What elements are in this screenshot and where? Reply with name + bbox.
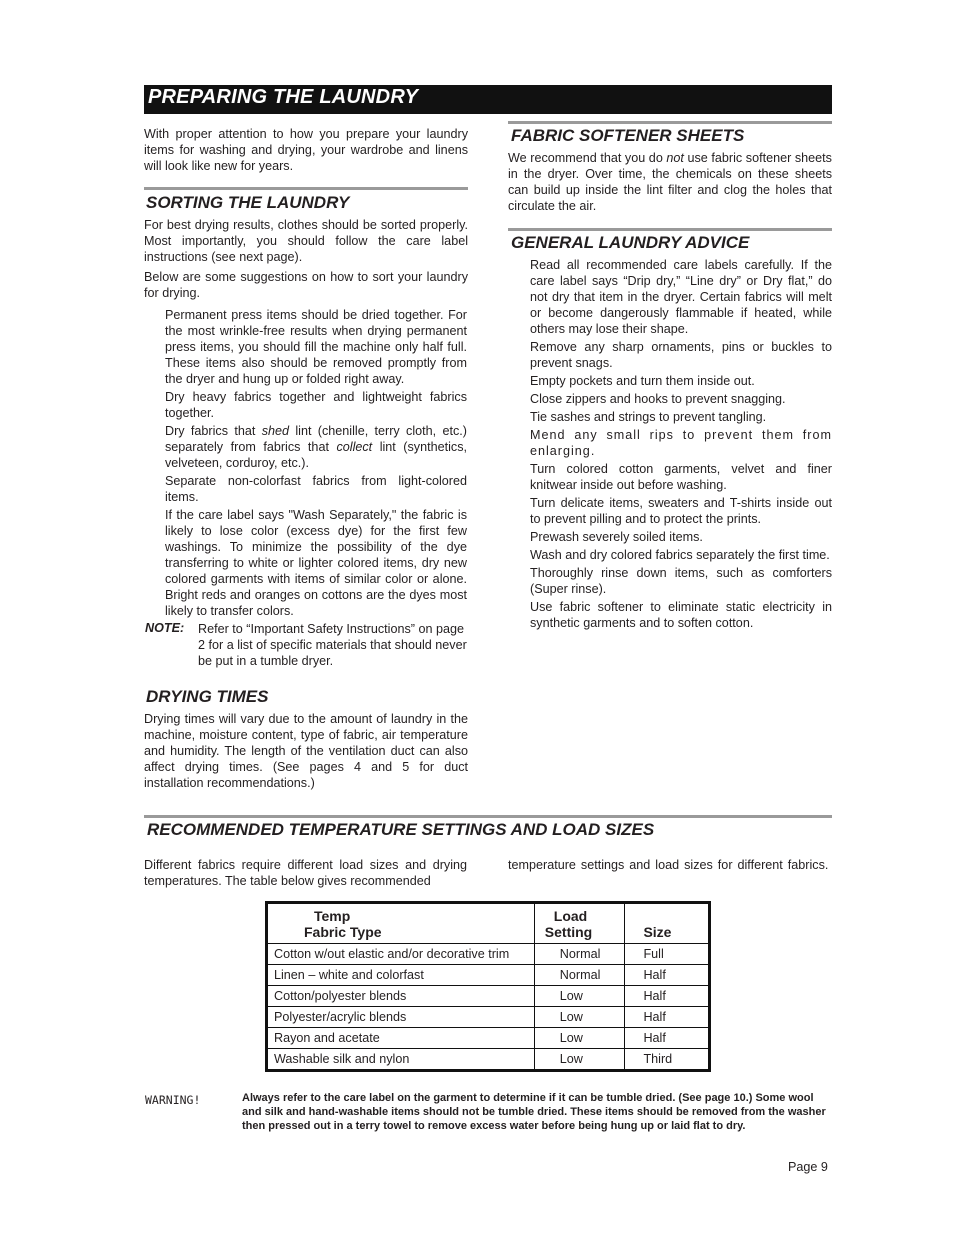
note-label: NOTE: (145, 621, 185, 635)
cell-fabric: Polyester/acrylic blends (267, 1007, 535, 1028)
warning-label: WARNING! (145, 1093, 201, 1107)
advice-heading: GENERAL LAUNDRY ADVICE (511, 233, 750, 252)
section-divider (508, 121, 832, 124)
cell-setting: Low (534, 1007, 625, 1028)
column-header-setting: Load Setting (534, 903, 625, 944)
recommended-paragraph-left: Different fabrics require different load sizes and drying temperatures. The table below gives recommended (144, 858, 467, 888)
table-row (267, 1028, 710, 1049)
cell-fabric: Cotton/polyester blends (267, 986, 535, 1007)
intro-paragraph: With proper attention to how you prepare your laundry items for washing and drying, your wardrobe and linens will look like new for years. (144, 127, 468, 173)
softener-paragraph: We recommend that you do not use fabric softener sheets in the dryer. Over time, the chemicals on these sheets can build up inside the lint filter and clog the holes that circulate the air. (508, 151, 832, 213)
section-divider (144, 187, 468, 190)
advice-item: Empty pockets and turn them inside out. (530, 374, 755, 388)
sorting-item: Dry fabrics that shed lint (chenille, terry cloth, etc.) separately from fabrics that collect lint (synthetics, velveteen, corduroy, etc.). (165, 424, 467, 470)
table-row (267, 986, 710, 1007)
sorting-heading: SORTING THE LAUNDRY (146, 193, 350, 212)
cell-fabric: Rayon and acetate (267, 1028, 535, 1049)
advice-item: Close zippers and hooks to prevent snagging. (530, 392, 786, 406)
column-header-fabric: Temp Fabric Type (267, 903, 535, 944)
advice-item: Remove any sharp ornaments, pins or buckles to prevent snags. (530, 340, 832, 370)
page-title: PREPARING THE LAUNDRY (148, 86, 419, 108)
settings-table (265, 901, 711, 1072)
sorting-item: Separate non-colorfast fabrics from light-colored items. (165, 474, 467, 504)
cell-fabric: Washable silk and nylon (267, 1049, 535, 1071)
note-text: Refer to “Important Safety Instructions” on page 2 for a list of specific materials that should never be put in a tumble dryer. (198, 622, 467, 668)
cell-fabric: Cotton w/out elastic and/or decorative trim (267, 944, 535, 965)
sorting-paragraph-2: Below are some suggestions on how to sort your laundry for drying. (144, 270, 468, 300)
advice-item: Wash and dry colored fabrics separately the first time. (530, 548, 830, 562)
page-number: Page 9 (788, 1160, 828, 1174)
advice-item: Use fabric softener to eliminate static electricity in synthetic garments and to soften cotton. (530, 600, 832, 630)
softener-heading: FABRIC SOFTENER SHEETS (511, 126, 745, 145)
cell-size: Half (625, 965, 710, 986)
warning-text: Always refer to the care label on the garment to determine if it can be tumble dried. (See page 10.) Some wool and silk and hand-washable items should not be tumble dried. These items should be removed from the washer then pressed out in a terry towel to remove excess water before being hung up or laid flat to dry. (242, 1092, 826, 1132)
advice-item: Turn colored cotton garments, velvet and finer knitwear inside out before washing. (530, 462, 832, 492)
advice-item: Mend any small rips to prevent them from enlarging. (530, 428, 832, 458)
advice-list (530, 257, 832, 633)
table-row (267, 1007, 710, 1028)
drying-heading: DRYING TIMES (146, 687, 269, 706)
recommended-heading: RECOMMENDED TEMPERATURE SETTINGS AND LOAD SIZES (147, 820, 655, 839)
advice-item: Thoroughly rinse down items, such as comforters (Super rinse). (530, 566, 832, 596)
table-row (267, 965, 710, 986)
cell-setting: Low (534, 986, 625, 1007)
sorting-item: If the care label says "Wash Separately," the fabric is likely to lose color (excess dye) for the first few washings. To minimize the possibility of the dye transferring to white or lighter colored items, dry new colored garments with items of similar color or alone. Bright reds and oranges on cottons are the dyes most likely to transfer colors. (165, 508, 467, 618)
recommended-paragraph-right: temperature settings and load sizes for different fabrics. (508, 858, 829, 872)
cell-setting: Normal (534, 944, 625, 965)
advice-item: Read all recommended care labels carefully. If the care label says “Drip dry,” “Line dry” or Dry flat,” do not dry that item in the dryer. Certain fabrics will melt or become dangerously flammable if heated, while others may lose their shape. (530, 258, 832, 336)
table-row (267, 944, 710, 965)
column-header-size: Size (625, 903, 710, 944)
sorting-item: Permanent press items should be dried together. For the most wrinkle-free results when drying permanent press items, you should fill the machine only half full. These items also should be removed promptly from the dryer and hung up or folded right away. (165, 308, 467, 386)
cell-setting: Low (534, 1049, 625, 1071)
advice-item: Tie sashes and strings to prevent tangling. (530, 410, 767, 424)
cell-size: Half (625, 986, 710, 1007)
sorting-item: Dry heavy fabrics together and lightweight fabrics together. (165, 390, 467, 420)
cell-fabric: Linen – white and colorfast (267, 965, 535, 986)
cell-size: Third (625, 1049, 710, 1071)
cell-setting: Low (534, 1028, 625, 1049)
advice-item: Turn delicate items, sweaters and T-shirts inside out to prevent pilling and to protect the prints. (530, 496, 832, 526)
drying-paragraph: Drying times will vary due to the amount of laundry in the machine, moisture content, type of fabric, air temperature and humidity. The length of the ventilation duct can also affect drying times. (See pages 4 and 5 for duct installation recommendations.) (144, 712, 468, 790)
page-title-bar (144, 85, 832, 114)
advice-item: Prewash severely soiled items. (530, 530, 703, 544)
cell-size: Half (625, 1007, 710, 1028)
section-divider (144, 815, 832, 818)
table-row (267, 1049, 710, 1071)
section-divider (508, 228, 832, 231)
cell-size: Half (625, 1028, 710, 1049)
table-header-row (267, 903, 710, 944)
cell-setting: Normal (534, 965, 625, 986)
sorting-list (165, 307, 467, 621)
cell-size: Full (625, 944, 710, 965)
sorting-paragraph-1: For best drying results, clothes should be sorted properly. Most importantly, you should follow the care label instructions (see next page). (144, 218, 468, 264)
